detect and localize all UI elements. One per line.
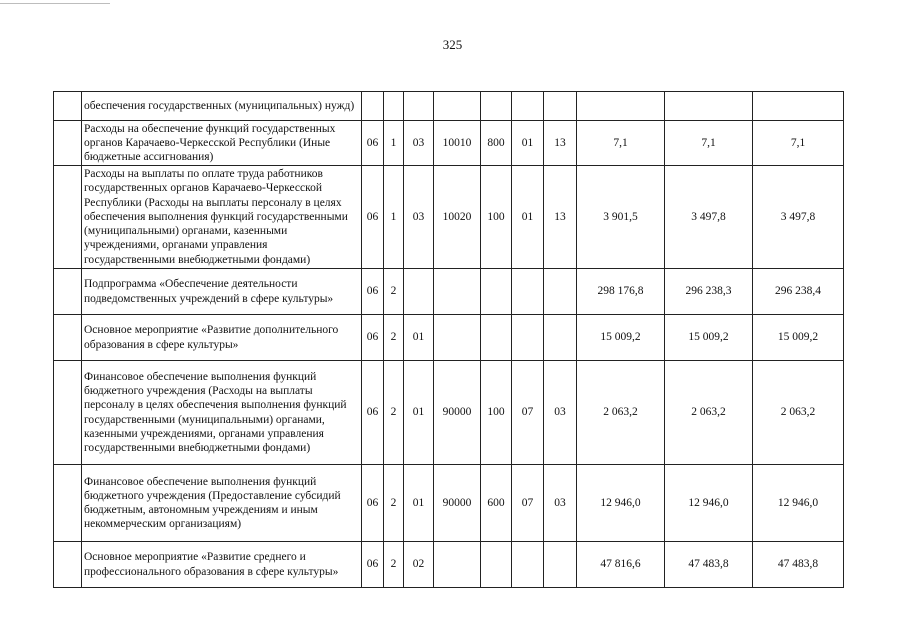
amount-year-2: 296 238,3 <box>665 269 753 315</box>
subprogram-code: 1 <box>384 121 404 166</box>
page-number: 325 <box>442 37 463 52</box>
expense-name: Основное мероприятие «Развитие дополнительного образования в сфере культуры» <box>82 315 362 361</box>
section-code: 01 <box>512 166 544 269</box>
amount-year-3: 3 497,8 <box>753 166 844 269</box>
direction-code: 10010 <box>434 121 481 166</box>
amount-year-1: 47 816,6 <box>577 542 665 588</box>
subsection-code: 13 <box>544 166 577 269</box>
expense-type-code: 100 <box>481 166 512 269</box>
ministry-code: 06 <box>362 166 384 269</box>
subprogram-code: 2 <box>384 269 404 315</box>
expense-type-code <box>481 315 512 361</box>
ministry-code: 06 <box>362 542 384 588</box>
expense-type-code: 800 <box>481 121 512 166</box>
row-number-cell <box>54 269 82 315</box>
amount-year-2: 2 063,2 <box>665 361 753 465</box>
amount-year-2: 3 497,8 <box>665 166 753 269</box>
section-code: 07 <box>512 465 544 542</box>
section-code <box>512 92 544 121</box>
ministry-code: 06 <box>362 121 384 166</box>
ministry-code <box>362 92 384 121</box>
subprogram-code: 1 <box>384 166 404 269</box>
activity-code: 01 <box>404 361 434 465</box>
table-row <box>54 361 844 465</box>
direction-code <box>434 269 481 315</box>
ministry-code: 06 <box>362 465 384 542</box>
row-number-cell <box>54 92 82 121</box>
table-row <box>54 315 844 361</box>
amount-year-3: 15 009,2 <box>753 315 844 361</box>
direction-code: 90000 <box>434 465 481 542</box>
ministry-code: 06 <box>362 361 384 465</box>
row-number-cell <box>54 121 82 166</box>
activity-code: 01 <box>404 465 434 542</box>
expense-name: Расходы на обеспечение функций государственных органов Карачаево-Черкесской Республики (Иные бюджетные ассигнования) <box>82 121 362 166</box>
subprogram-code: 2 <box>384 315 404 361</box>
subsection-code <box>544 92 577 121</box>
amount-year-3: 12 946,0 <box>753 465 844 542</box>
amount-year-2: 47 483,8 <box>665 542 753 588</box>
activity-code <box>404 92 434 121</box>
section-code <box>512 315 544 361</box>
section-code <box>512 269 544 315</box>
section-code: 07 <box>512 361 544 465</box>
subprogram-code <box>384 92 404 121</box>
amount-year-1: 7,1 <box>577 121 665 166</box>
amount-year-3: 47 483,8 <box>753 542 844 588</box>
expense-type-code: 100 <box>481 361 512 465</box>
subsection-code: 03 <box>544 361 577 465</box>
amount-year-3: 7,1 <box>753 121 844 166</box>
table-row <box>54 542 844 588</box>
activity-code: 03 <box>404 121 434 166</box>
amount-year-1: 3 901,5 <box>577 166 665 269</box>
section-code <box>512 542 544 588</box>
activity-code <box>404 269 434 315</box>
subprogram-code: 2 <box>384 465 404 542</box>
expense-name: Основное мероприятие «Развитие среднего и профессионального образования в сфере культуры» <box>82 542 362 588</box>
expense-type-code <box>481 92 512 121</box>
table-row <box>54 92 844 121</box>
subsection-code: 13 <box>544 121 577 166</box>
expense-type-code: 600 <box>481 465 512 542</box>
expense-name: Расходы на выплаты по оплате труда работников государственных органов Карачаево-Черкесской Республики (Расходы на выплаты персоналу в целях обеспечения выполнения функций государственными (муниципальными) органами, казенными учреждениями, органами управления государственными внебюджетными фондами) <box>82 166 362 269</box>
table-row <box>54 465 844 542</box>
ministry-code: 06 <box>362 269 384 315</box>
amount-year-3: 296 238,4 <box>753 269 844 315</box>
subsection-code <box>544 315 577 361</box>
subsection-code <box>544 542 577 588</box>
row-number-cell <box>54 465 82 542</box>
expense-name: обеспечения государственных (муниципальных) нужд) <box>82 92 362 121</box>
amount-year-3 <box>753 92 844 121</box>
expense-name: Финансовое обеспечение выполнения функций бюджетного учреждения (Предоставление субсидий бюджетным, автономным учреждениям и иным некоммерческим организациям) <box>82 465 362 542</box>
activity-code: 03 <box>404 166 434 269</box>
row-number-cell <box>54 166 82 269</box>
row-number-cell <box>54 315 82 361</box>
amount-year-1: 12 946,0 <box>577 465 665 542</box>
row-number-cell <box>54 361 82 465</box>
expense-type-code <box>481 542 512 588</box>
direction-code <box>434 92 481 121</box>
ministry-code: 06 <box>362 315 384 361</box>
table-row <box>54 166 844 269</box>
expense-name: Финансовое обеспечение выполнения функций бюджетного учреждения (Расходы на выплаты персоналу в целях обеспечения выполнения функций государственными (муниципальными) органами, казенными учреждениями, органами управления государственными внебюджетными фондами) <box>82 361 362 465</box>
direction-code <box>434 315 481 361</box>
subsection-code <box>544 269 577 315</box>
amount-year-1: 2 063,2 <box>577 361 665 465</box>
row-number-cell <box>54 542 82 588</box>
amount-year-1: 15 009,2 <box>577 315 665 361</box>
expense-type-code <box>481 269 512 315</box>
subprogram-code: 2 <box>384 361 404 465</box>
scan-artifact-line <box>0 3 110 4</box>
amount-year-2: 12 946,0 <box>665 465 753 542</box>
section-code: 01 <box>512 121 544 166</box>
amount-year-1 <box>577 92 665 121</box>
activity-code: 01 <box>404 315 434 361</box>
budget-table <box>53 91 844 588</box>
amount-year-2: 7,1 <box>665 121 753 166</box>
direction-code: 90000 <box>434 361 481 465</box>
amount-year-2 <box>665 92 753 121</box>
activity-code: 02 <box>404 542 434 588</box>
amount-year-1: 298 176,8 <box>577 269 665 315</box>
direction-code: 10020 <box>434 166 481 269</box>
table-row <box>54 121 844 166</box>
table-row <box>54 269 844 315</box>
subsection-code: 03 <box>544 465 577 542</box>
expense-name: Подпрограмма «Обеспечение деятельности подведомственных учреждений в сфере культуры» <box>82 269 362 315</box>
subprogram-code: 2 <box>384 542 404 588</box>
amount-year-3: 2 063,2 <box>753 361 844 465</box>
direction-code <box>434 542 481 588</box>
amount-year-2: 15 009,2 <box>665 315 753 361</box>
